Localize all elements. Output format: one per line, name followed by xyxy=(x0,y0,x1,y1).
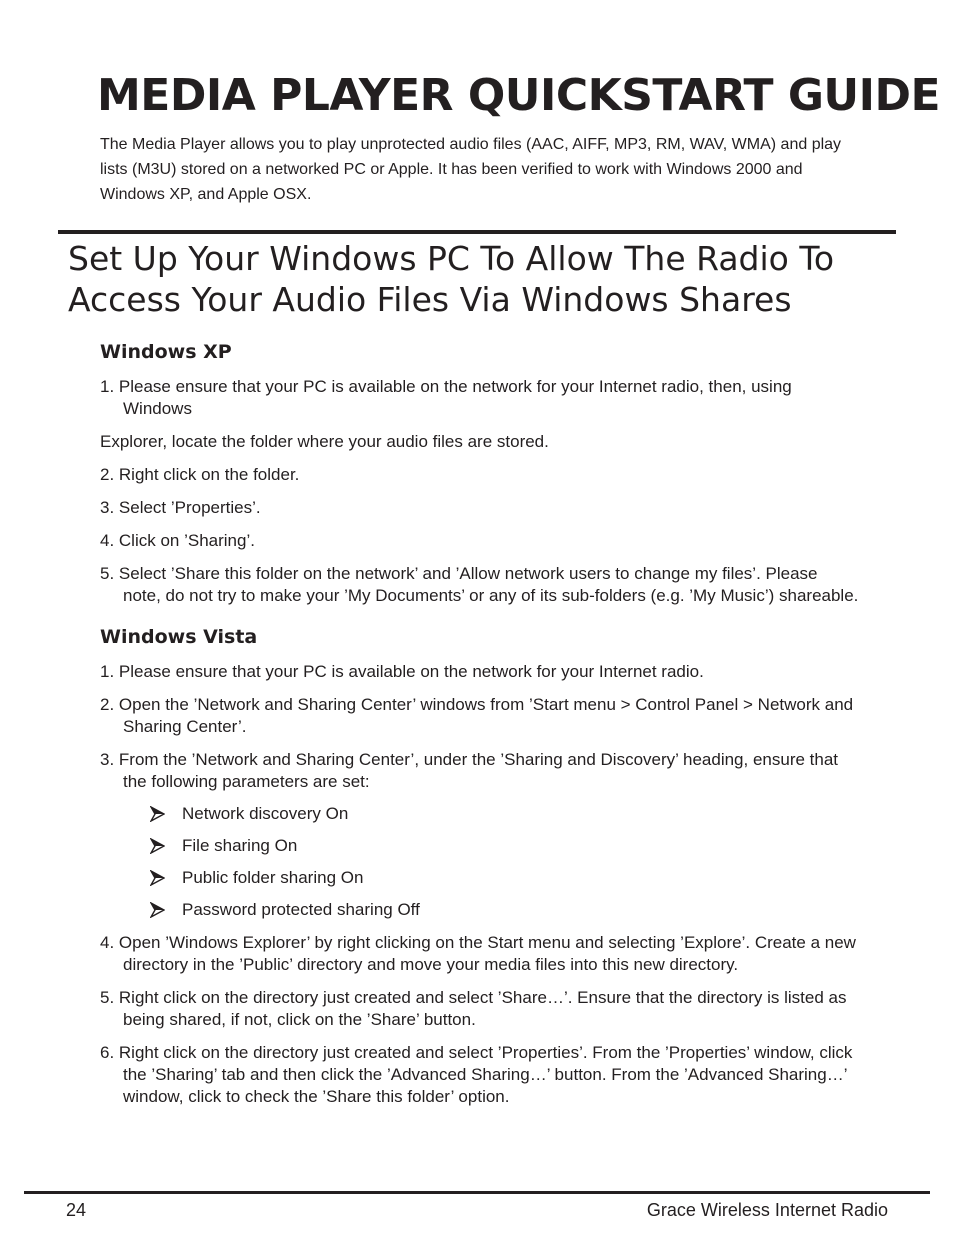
vista-parameter-list xyxy=(100,803,860,921)
vista-step-5: 5. Right click on the directory just created and select ’Share…’. Ensure that the directory is listed as being shared, if not, click on the ’Share’ button. xyxy=(100,988,847,1029)
arrow-bullet-icon xyxy=(150,838,165,854)
vista-step-6: 6. Right click on the directory just created and select ’Properties’. From the ’Properties’ window, click the ’Sharing’ tab and then click the ’Advanced Sharing…’ button. From the ’Advanced Sharing…’ window, click to check the ’Share this folder’ option. xyxy=(100,1043,853,1106)
intro-paragraph: The Media Player allows you to play unprotected audio files (AAC, AIFF, MP3, RM, WAV, WMA) and play lists (M3U) stored on a networked PC or Apple. It has been verified to work with Windows 2000 and Windows XP, and Apple OSX. xyxy=(100,136,842,203)
xp-step-1: 1. Please ensure that your PC is available on the network for your Internet radio, then, using Windows xyxy=(100,377,792,418)
arrow-bullet-icon xyxy=(150,870,165,886)
instructions xyxy=(100,339,860,1108)
section-heading: Set Up Your Windows PC To Allow The Radio To Access Your Audio Files Via Windows Shares xyxy=(68,239,835,319)
vista-step-3: 3. From the ’Network and Sharing Center’, under the ’Sharing and Discovery’ heading, ensure that the following parameters are set: xyxy=(100,750,839,791)
page-title: MEDIA PLAYER QUICKSTART GUIDE xyxy=(97,70,941,121)
xp-step-2: 2. Right click on the folder. xyxy=(100,465,300,484)
xp-step-1-continued: Explorer, locate the folder where your audio files are stored. xyxy=(100,432,549,451)
vista-step-2: 2. Open the ’Network and Sharing Center’ windows from ’Start menu > Control Panel > Network and Sharing Center’. xyxy=(100,695,854,736)
list-item xyxy=(100,867,860,889)
windows-vista-heading: Windows Vista xyxy=(100,626,258,648)
footer-product-name: Grace Wireless Internet Radio xyxy=(646,1200,888,1220)
xp-step-5: 5. Select ’Share this folder on the network’ and ’Allow network users to change my files’. Please note, do not try to make your ’My Documents’ or any of its sub-folders (e.g. ’My Music’) shareable. xyxy=(100,564,859,605)
xp-step-3: 3. Select ’Properties’. xyxy=(100,498,261,517)
list-item xyxy=(100,835,860,857)
page-number: 24 xyxy=(66,1200,87,1220)
arrow-bullet-icon xyxy=(150,806,165,822)
top-divider xyxy=(58,230,896,234)
windows-xp-heading: Windows XP xyxy=(100,341,232,363)
xp-step-4: 4. Click on ’Sharing’. xyxy=(100,531,255,550)
list-item xyxy=(100,899,860,921)
list-item xyxy=(100,803,860,825)
parameter-text: Public folder sharing On xyxy=(182,868,364,887)
arrow-bullet-icon xyxy=(150,902,165,918)
parameter-text: Password protected sharing Off xyxy=(182,900,420,919)
footer-divider xyxy=(24,1191,930,1194)
parameter-text: Network discovery On xyxy=(182,804,349,823)
vista-step-1: 1. Please ensure that your PC is available on the network for your Internet radio. xyxy=(100,662,704,681)
vista-step-4: 4. Open ’Windows Explorer’ by right clicking on the Start menu and selecting ’Explore’. Create a new directory in the ’Public’ directory and move your media files into this new directory. xyxy=(100,933,856,974)
parameter-text: File sharing On xyxy=(182,836,298,855)
